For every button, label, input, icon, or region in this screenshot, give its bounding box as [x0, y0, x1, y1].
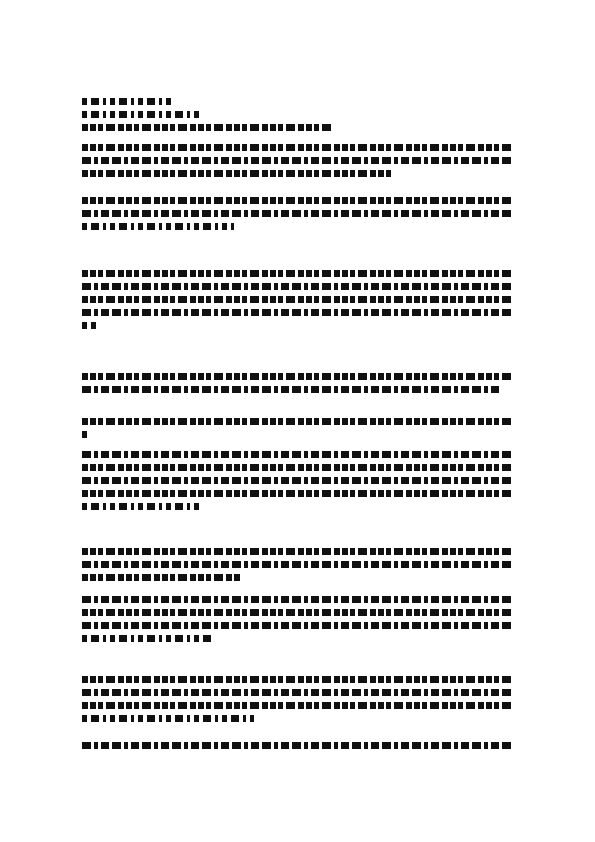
- paragraph-5: [82, 418, 512, 444]
- text-line: [82, 296, 512, 303]
- paragraph-10: [82, 742, 512, 755]
- text-line: [82, 464, 512, 471]
- text-line: [82, 223, 234, 230]
- text-line: [82, 702, 512, 709]
- text-line: [82, 418, 512, 425]
- text-line: [82, 124, 334, 131]
- text-line: [82, 503, 200, 510]
- text-line: [82, 373, 512, 380]
- text-line: [82, 144, 512, 151]
- paragraph-9: [82, 676, 512, 728]
- text-line: [82, 676, 512, 683]
- paragraph-3: [82, 270, 512, 335]
- text-line: [82, 322, 96, 329]
- text-line: [82, 309, 512, 316]
- text-line: [82, 197, 512, 204]
- text-line: [82, 622, 512, 629]
- heading-block: [82, 98, 512, 137]
- paragraph-6: [82, 451, 512, 516]
- text-line: [82, 210, 512, 217]
- text-line: [82, 170, 392, 177]
- text-line: [82, 283, 512, 290]
- text-line: [82, 596, 512, 603]
- paragraph-7: [82, 548, 512, 587]
- text-line: [82, 270, 512, 277]
- text-line: [82, 490, 512, 497]
- text-line: [82, 689, 512, 696]
- text-line: [82, 477, 512, 484]
- paragraph-2: [82, 197, 512, 236]
- paragraph-8: [82, 596, 512, 648]
- text-line: [82, 635, 214, 642]
- text-line: [82, 98, 174, 105]
- paragraph-4: [82, 373, 512, 399]
- text-line: [82, 574, 242, 581]
- text-line: [82, 111, 202, 118]
- text-line: [82, 451, 512, 458]
- text-line: [82, 431, 90, 438]
- text-line: [82, 561, 512, 568]
- text-line: [82, 386, 502, 393]
- text-line: [82, 157, 512, 164]
- text-line: [82, 715, 254, 722]
- text-line: [82, 742, 512, 749]
- paragraph-1: [82, 144, 512, 183]
- text-line: [82, 548, 512, 555]
- text-line: [82, 609, 512, 616]
